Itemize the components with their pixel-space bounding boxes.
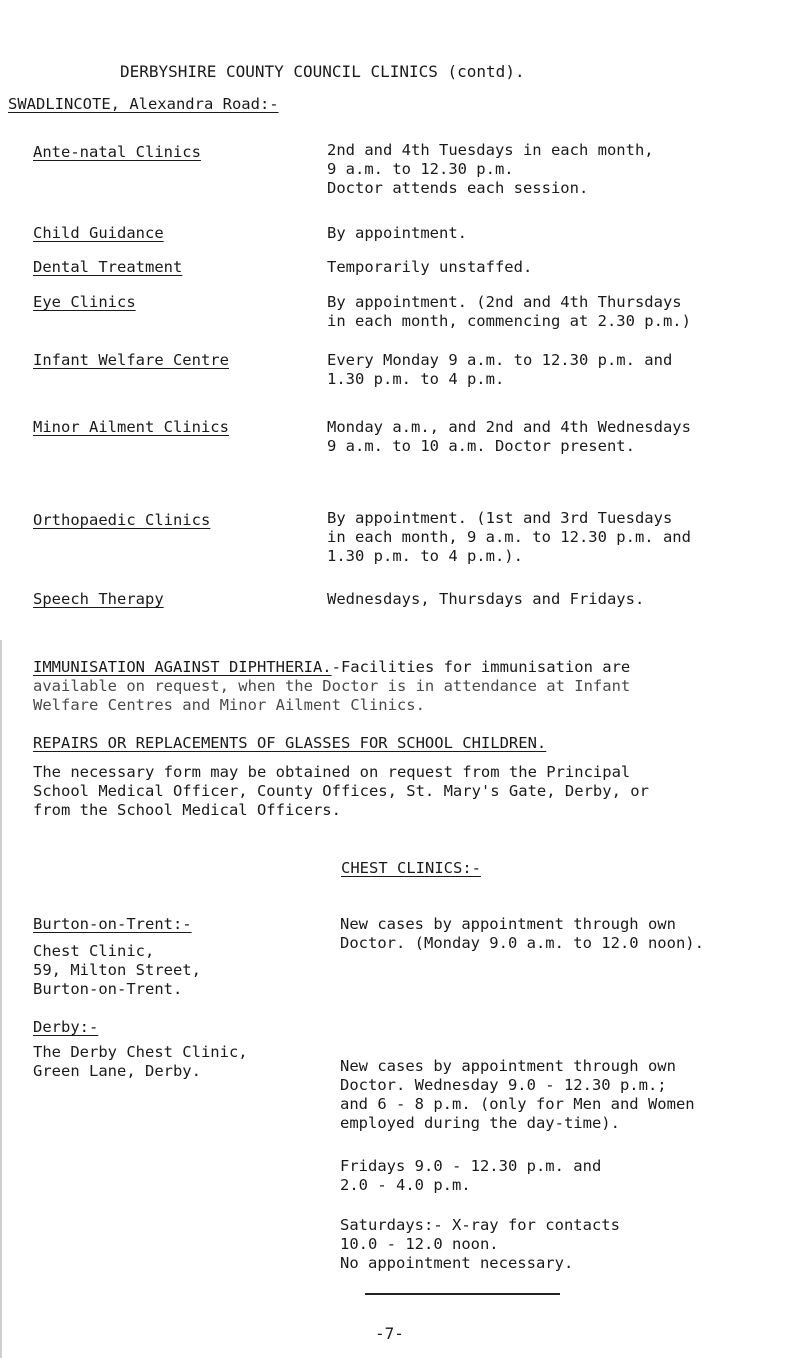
details-line: New cases by appointment through own [340,1057,676,1075]
clinic-schedule [327,224,467,243]
clinic-label: Minor Ailment Clinics [33,418,229,436]
schedule-line: 9 a.m. to 10 a.m. Doctor present. [327,437,635,455]
details-line: and 6 - 8 p.m. (only for Men and Women [340,1095,695,1113]
glasses-line: School Medical Officer, County Offices, St. Mary's Gate, Derby, or [33,782,649,800]
clinic-label: Ante-natal Clinics [33,143,201,161]
details-line: Fridays 9.0 - 12.30 p.m. and [340,1157,602,1175]
clinic-label: Speech Therapy [33,590,164,608]
schedule-line: 1.30 p.m. to 4 p.m.). [327,547,523,565]
clinic-schedule [327,590,644,609]
chest-clinics-heading: CHEST CLINICS:- [341,859,481,877]
details-line: employed during the day-time). [340,1114,620,1132]
schedule-line: Every Monday 9 a.m. to 12.30 p.m. and [327,351,673,369]
schedule-line: By appointment. (1st and 3rd Tuesdays [327,509,673,527]
details-line: 10.0 - 12.0 noon. [340,1235,499,1253]
burton-heading: Burton-on-Trent:- [33,915,192,933]
schedule-line: 1.30 p.m. to 4 p.m. [327,370,505,388]
address-line: The Derby Chest Clinic, [33,1043,248,1061]
clinic-label: Infant Welfare Centre [33,351,229,369]
page-number: -7- [375,1324,404,1343]
schedule-line: Doctor attends each session. [327,179,589,197]
immunisation-body [33,677,630,715]
address-line: Chest Clinic, [33,942,155,960]
immunisation-paragraph [33,658,630,676]
schedule-line: 9 a.m. to 12.30 p.m. [327,160,514,178]
schedule-line: 2nd and 4th Tuesdays in each month, [327,141,654,159]
derby-details [340,1057,695,1133]
derby-saturdays [340,1216,620,1273]
section-heading-swadlincote: SWADLINCOTE, Alexandra Road:- [8,95,279,113]
divider-rule [365,1293,560,1295]
schedule-line: By appointment. [327,224,467,242]
clinic-label: Eye Clinics [33,293,136,311]
page-title: DERBYSHIRE COUNTY COUNCIL CLINICS (contd). [120,62,525,81]
details-line: 2.0 - 4.0 p.m. [340,1176,471,1194]
glasses-line: The necessary form may be obtained on request from the Principal [33,763,631,781]
derby-heading: Derby:- [33,1018,99,1036]
schedule-line: in each month, commencing at 2.30 p.m.) [327,312,691,330]
glasses-body [33,763,649,820]
immunisation-line: -Facilities for immunisation are [331,658,631,676]
glasses-heading: REPAIRS OR REPLACEMENTS OF GLASSES FOR SCHOOL CHILDREN. [33,734,547,752]
details-line: Saturdays:- X-ray for contacts [340,1216,620,1234]
details-line: Doctor. (Monday 9.0 a.m. to 12.0 noon). [340,934,704,952]
clinic-label: Child Guidance [33,224,164,242]
immunisation-line: available on request, when the Doctor is in attendance at Infant [33,677,631,695]
details-line: No appointment necessary. [340,1254,574,1272]
address-line: Burton-on-Trent. [33,980,183,998]
address-line: Green Lane, Derby. [33,1062,201,1080]
derby-fridays [340,1157,601,1195]
burton-address [33,942,201,999]
clinic-schedule [327,351,672,389]
clinic-schedule [327,418,691,456]
clinic-label: Orthopaedic Clinics [33,511,211,529]
immunisation-line: Welfare Centres and Minor Ailment Clinics. [33,696,425,714]
details-line: Doctor. Wednesday 9.0 - 12.30 p.m.; [340,1076,667,1094]
clinic-schedule [327,293,691,331]
clinic-schedule [327,258,532,277]
clinic-label: Dental Treatment [33,258,183,276]
clinic-schedule [327,509,691,566]
schedule-line: in each month, 9 a.m. to 12.30 p.m. and [327,528,691,546]
schedule-line: Wednesdays, Thursdays and Fridays. [327,590,645,608]
schedule-line: By appointment. (2nd and 4th Thursdays [327,293,682,311]
clinic-schedule [327,141,654,198]
address-line: 59, Milton Street, [33,961,201,979]
glasses-line: from the School Medical Officers. [33,801,341,819]
details-line: New cases by appointment through own [340,915,676,933]
schedule-line: Temporarily unstaffed. [327,258,533,276]
page-edge-shadow [0,640,2,1358]
burton-details [340,915,704,953]
immunisation-heading: IMMUNISATION AGAINST DIPHTHERIA. [33,658,332,676]
derby-address [33,1043,248,1081]
schedule-line: Monday a.m., and 2nd and 4th Wednesdays [327,418,691,436]
